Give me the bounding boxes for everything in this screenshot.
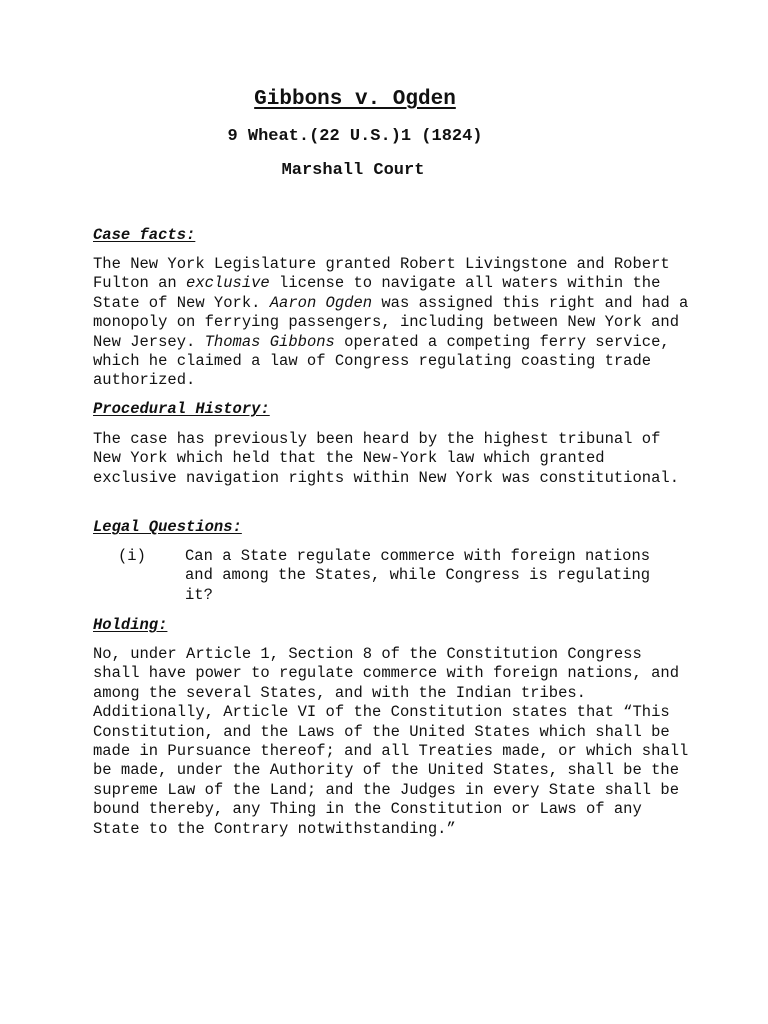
case-facts-emphasis-exclusive: exclusive bbox=[186, 274, 270, 293]
procedural-history-heading: Procedural History: bbox=[93, 400, 270, 418]
case-citation: 9 Wheat.(22 U.S.)1 (1824) bbox=[227, 127, 483, 146]
case-facts-text bbox=[93, 255, 693, 391]
case-facts-text-1: The New York Legislature granted Robert Livingstone and Robert Fulton an bbox=[93, 255, 670, 293]
procedural-history-text: The case has previously been heard by the highest tribunal of New York which held that the New-York law which granted exclusive navigation rights within New York was constitutional. bbox=[93, 430, 679, 487]
case-facts-emphasis-ogden: Aaron Ogden bbox=[269, 293, 373, 312]
case-facts-text-3: was assigned this right and had a monopoly on ferrying passengers, including between New York and New Jersey. bbox=[93, 293, 689, 351]
holding-text: No, under Article 1, Section 8 of the Constitution Congress shall have power to regulate commerce with foreign nations, and among the several States, and with the Indian tribes. Additionally, Article VI of the Constitution states that “This Constitution, and the Laws of the United States which shall be made in Pursuance thereof; and all Treaties made, or which shall be made, under the Authority of the United States, shall be the supreme Law of the Land; and the Judges in every State shall be bound thereby, any Thing in the Constitution or Laws of any State to the Contrary notwithstanding.” bbox=[93, 645, 689, 838]
question-text: Can a State regulate commerce with foreign nations and among the States, while Congress is regulating it? bbox=[185, 547, 651, 604]
holding-heading: Holding: bbox=[93, 616, 168, 634]
case-facts-heading: Case facts: bbox=[93, 226, 196, 244]
case-title: Gibbons v. Ogden bbox=[254, 88, 456, 111]
case-facts-text-4: operated a competing ferry service, which he claimed a law of Congress regulating coasting trade authorized. bbox=[93, 332, 670, 390]
legal-questions-heading: Legal Questions: bbox=[93, 518, 242, 536]
case-facts-text-2: license to navigate all waters within the State of New York. bbox=[93, 274, 661, 312]
question-number: (i) bbox=[118, 547, 146, 565]
court-name: Marshall Court bbox=[281, 161, 425, 180]
case-facts-emphasis-gibbons: Thomas Gibbons bbox=[204, 332, 335, 351]
